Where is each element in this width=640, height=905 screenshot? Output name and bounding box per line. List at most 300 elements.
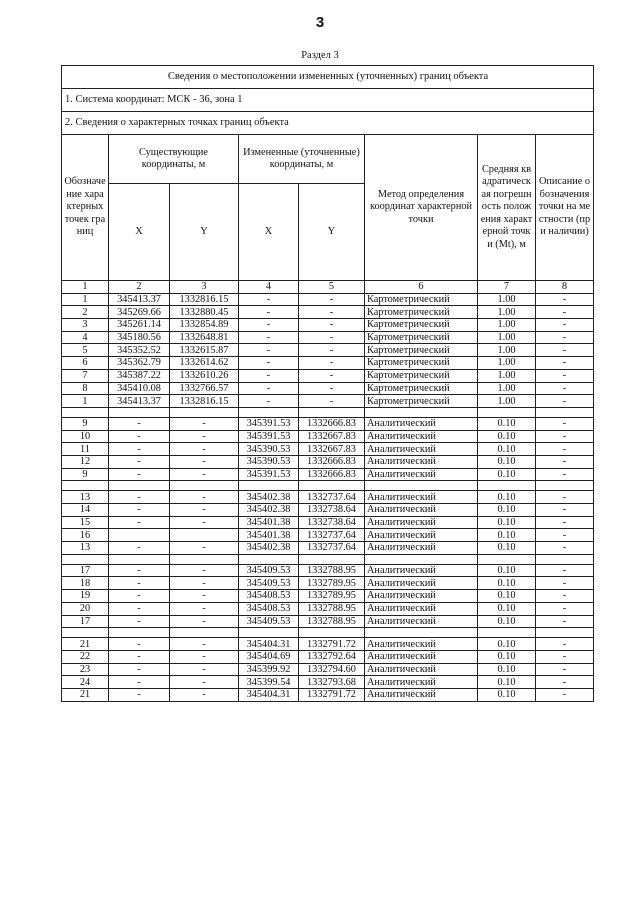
point-id-cell: 6 bbox=[62, 357, 109, 370]
empty-cell bbox=[109, 407, 170, 417]
table-row bbox=[62, 577, 594, 590]
column-number: 4 bbox=[239, 281, 299, 294]
changed-y-cell: 1332792.64 bbox=[299, 650, 365, 663]
empty-cell bbox=[62, 407, 109, 417]
point-id-cell: 12 bbox=[62, 455, 109, 468]
existing-y-cell: - bbox=[170, 504, 239, 517]
table-row bbox=[62, 491, 594, 504]
method-cell: Картометрический bbox=[365, 293, 478, 306]
table-row bbox=[62, 331, 594, 344]
changed-y-cell: 1332666.83 bbox=[299, 455, 365, 468]
mean-error-cell: 0.10 bbox=[478, 638, 536, 651]
existing-x-cell: - bbox=[109, 443, 170, 456]
table-row bbox=[62, 357, 594, 370]
changed-x-cell: - bbox=[239, 319, 299, 332]
method-cell: Аналитический bbox=[365, 688, 478, 701]
point-id-cell: 4 bbox=[62, 331, 109, 344]
method-cell: Картометрический bbox=[365, 395, 478, 408]
table-row bbox=[62, 676, 594, 689]
description-cell: - bbox=[536, 504, 594, 517]
changed-y-cell: 1332667.83 bbox=[299, 430, 365, 443]
mean-error-cell: 0.10 bbox=[478, 602, 536, 615]
table-row bbox=[62, 319, 594, 332]
changed-y-cell: - bbox=[299, 344, 365, 357]
empty-cell bbox=[239, 554, 299, 564]
changed-y-cell: 1332666.83 bbox=[299, 417, 365, 430]
existing-y-cell: - bbox=[170, 417, 239, 430]
changed-y-cell: 1332791.72 bbox=[299, 688, 365, 701]
changed-x-cell: 345409.53 bbox=[239, 615, 299, 628]
column-number-row bbox=[62, 281, 594, 294]
group-separator-row bbox=[62, 554, 594, 564]
header-existing-coords: Существующие координаты, м bbox=[109, 135, 239, 184]
existing-x-cell: 345261.14 bbox=[109, 319, 170, 332]
method-cell: Аналитический bbox=[365, 676, 478, 689]
existing-x-cell: - bbox=[109, 542, 170, 555]
changed-x-cell: 345390.53 bbox=[239, 443, 299, 456]
mean-error-cell: 0.10 bbox=[478, 491, 536, 504]
changed-y-cell: - bbox=[299, 357, 365, 370]
changed-x-cell: 345402.38 bbox=[239, 504, 299, 517]
empty-cell bbox=[478, 481, 536, 491]
mean-error-cell: 1.00 bbox=[478, 344, 536, 357]
existing-x-cell: - bbox=[109, 430, 170, 443]
method-cell: Аналитический bbox=[365, 443, 478, 456]
method-cell: Аналитический bbox=[365, 417, 478, 430]
description-cell: - bbox=[536, 688, 594, 701]
header-changed-x: X bbox=[239, 184, 299, 281]
description-cell: - bbox=[536, 293, 594, 306]
point-id-cell: 9 bbox=[62, 468, 109, 481]
mean-error-cell: 1.00 bbox=[478, 306, 536, 319]
description-cell: - bbox=[536, 615, 594, 628]
point-id-cell: 10 bbox=[62, 430, 109, 443]
existing-x-cell: 345362.79 bbox=[109, 357, 170, 370]
changed-y-cell: - bbox=[299, 382, 365, 395]
group-separator-row bbox=[62, 407, 594, 417]
changed-x-cell: 345391.53 bbox=[239, 430, 299, 443]
column-number: 2 bbox=[109, 281, 170, 294]
changed-y-cell: - bbox=[299, 306, 365, 319]
point-id-cell: 20 bbox=[62, 602, 109, 615]
empty-cell bbox=[299, 554, 365, 564]
method-cell: Аналитический bbox=[365, 663, 478, 676]
existing-y-cell: - bbox=[170, 638, 239, 651]
mean-error-cell: 0.10 bbox=[478, 430, 536, 443]
mean-error-cell: 0.10 bbox=[478, 529, 536, 542]
existing-x-cell: - bbox=[109, 504, 170, 517]
method-cell: Картометрический bbox=[365, 382, 478, 395]
empty-cell bbox=[62, 554, 109, 564]
changed-x-cell: - bbox=[239, 293, 299, 306]
existing-y-cell: 1332854.89 bbox=[170, 319, 239, 332]
description-cell: - bbox=[536, 638, 594, 651]
changed-x-cell: 345401.38 bbox=[239, 529, 299, 542]
header-mean-error: Средняя квадратическая погрешность положения характерной точки (Mt), м bbox=[478, 135, 536, 281]
empty-cell bbox=[239, 407, 299, 417]
method-cell: Картометрический bbox=[365, 319, 478, 332]
table-row bbox=[62, 516, 594, 529]
description-cell: - bbox=[536, 417, 594, 430]
description-cell: - bbox=[536, 577, 594, 590]
empty-cell bbox=[170, 628, 239, 638]
existing-x-cell: - bbox=[109, 638, 170, 651]
existing-y-cell: - bbox=[170, 650, 239, 663]
changed-x-cell: 345408.53 bbox=[239, 590, 299, 603]
method-cell: Аналитический bbox=[365, 638, 478, 651]
point-id-cell: 18 bbox=[62, 577, 109, 590]
table-row bbox=[62, 650, 594, 663]
point-id-cell: 1 bbox=[62, 293, 109, 306]
empty-cell bbox=[170, 407, 239, 417]
mean-error-cell: 0.10 bbox=[478, 615, 536, 628]
empty-cell bbox=[365, 628, 478, 638]
point-id-cell: 15 bbox=[62, 516, 109, 529]
description-cell: - bbox=[536, 491, 594, 504]
method-cell: Картометрический bbox=[365, 331, 478, 344]
changed-x-cell: - bbox=[239, 331, 299, 344]
description-cell: - bbox=[536, 382, 594, 395]
mean-error-cell: 0.10 bbox=[478, 417, 536, 430]
empty-cell bbox=[299, 481, 365, 491]
changed-x-cell: 345409.53 bbox=[239, 577, 299, 590]
changed-x-cell: - bbox=[239, 369, 299, 382]
changed-y-cell: 1332737.64 bbox=[299, 491, 365, 504]
point-id-cell: 17 bbox=[62, 564, 109, 577]
table-row bbox=[62, 504, 594, 517]
mean-error-cell: 0.10 bbox=[478, 542, 536, 555]
header-designation: Обозначение характерных точек границ bbox=[62, 135, 109, 281]
column-number: 6 bbox=[365, 281, 478, 294]
table-row bbox=[62, 590, 594, 603]
existing-x-cell: - bbox=[109, 615, 170, 628]
method-cell: Аналитический bbox=[365, 504, 478, 517]
method-cell: Аналитический bbox=[365, 529, 478, 542]
mean-error-cell: 0.10 bbox=[478, 663, 536, 676]
table-row bbox=[62, 468, 594, 481]
mean-error-cell: 0.10 bbox=[478, 468, 536, 481]
description-cell: - bbox=[536, 663, 594, 676]
existing-x-cell: - bbox=[109, 491, 170, 504]
method-cell: Картометрический bbox=[365, 306, 478, 319]
existing-x-cell: - bbox=[109, 468, 170, 481]
empty-cell bbox=[478, 628, 536, 638]
mean-error-cell: 1.00 bbox=[478, 382, 536, 395]
existing-y-cell: - bbox=[170, 542, 239, 555]
method-cell: Аналитический bbox=[365, 516, 478, 529]
empty-cell bbox=[170, 554, 239, 564]
existing-y-cell: 1332610.26 bbox=[170, 369, 239, 382]
empty-cell bbox=[299, 628, 365, 638]
table-row bbox=[62, 663, 594, 676]
boundary-points-table bbox=[61, 65, 594, 702]
table-row bbox=[62, 615, 594, 628]
method-cell: Аналитический bbox=[365, 615, 478, 628]
changed-x-cell: 345399.92 bbox=[239, 663, 299, 676]
existing-x-cell: - bbox=[109, 650, 170, 663]
page-number: 3 bbox=[315, 14, 325, 31]
changed-y-cell: - bbox=[299, 395, 365, 408]
changed-x-cell: - bbox=[239, 357, 299, 370]
table-title: Сведения о местоположении измененных (уточненных) границ объекта bbox=[62, 66, 594, 89]
method-cell: Аналитический bbox=[365, 577, 478, 590]
existing-y-cell: - bbox=[170, 688, 239, 701]
header-existing-y: Y bbox=[170, 184, 239, 281]
point-id-cell: 3 bbox=[62, 319, 109, 332]
group-separator-row bbox=[62, 628, 594, 638]
existing-x-cell: - bbox=[109, 688, 170, 701]
description-cell: - bbox=[536, 542, 594, 555]
method-cell: Картометрический bbox=[365, 357, 478, 370]
description-cell: - bbox=[536, 306, 594, 319]
changed-y-cell: 1332737.64 bbox=[299, 529, 365, 542]
changed-y-cell: 1332789.95 bbox=[299, 577, 365, 590]
existing-x-cell: 345413.37 bbox=[109, 395, 170, 408]
mean-error-cell: 0.10 bbox=[478, 688, 536, 701]
existing-x-cell: 345269.66 bbox=[109, 306, 170, 319]
table-row bbox=[62, 344, 594, 357]
point-id-cell: 8 bbox=[62, 382, 109, 395]
existing-x-cell: - bbox=[109, 590, 170, 603]
header-description: Описание обозначения точки на местности (при наличии) bbox=[536, 135, 594, 281]
empty-cell bbox=[365, 481, 478, 491]
existing-y-cell: - bbox=[170, 443, 239, 456]
empty-cell bbox=[478, 554, 536, 564]
changed-y-cell: 1332791.72 bbox=[299, 638, 365, 651]
description-cell: - bbox=[536, 369, 594, 382]
mean-error-cell: 1.00 bbox=[478, 357, 536, 370]
mean-error-cell: 1.00 bbox=[478, 369, 536, 382]
description-cell: - bbox=[536, 564, 594, 577]
existing-x-cell: - bbox=[109, 602, 170, 615]
table-row bbox=[62, 417, 594, 430]
table-row bbox=[62, 293, 594, 306]
changed-y-cell: 1332738.64 bbox=[299, 504, 365, 517]
existing-x-cell bbox=[109, 529, 170, 542]
method-cell: Аналитический bbox=[365, 468, 478, 481]
point-id-cell: 5 bbox=[62, 344, 109, 357]
changed-y-cell: - bbox=[299, 331, 365, 344]
mean-error-cell: 0.10 bbox=[478, 455, 536, 468]
existing-y-cell: - bbox=[170, 590, 239, 603]
table-row bbox=[62, 602, 594, 615]
group-separator-row bbox=[62, 481, 594, 491]
changed-x-cell: 345401.38 bbox=[239, 516, 299, 529]
description-cell: - bbox=[536, 676, 594, 689]
empty-cell bbox=[239, 481, 299, 491]
changed-y-cell: 1332789.95 bbox=[299, 590, 365, 603]
changed-y-cell: 1332666.83 bbox=[299, 468, 365, 481]
empty-cell bbox=[109, 481, 170, 491]
existing-y-cell bbox=[170, 529, 239, 542]
empty-cell bbox=[536, 481, 594, 491]
point-id-cell: 13 bbox=[62, 542, 109, 555]
description-cell: - bbox=[536, 319, 594, 332]
changed-x-cell: 345409.53 bbox=[239, 564, 299, 577]
description-cell: - bbox=[536, 331, 594, 344]
point-id-cell: 11 bbox=[62, 443, 109, 456]
description-cell: - bbox=[536, 516, 594, 529]
method-cell: Аналитический bbox=[365, 650, 478, 663]
existing-y-cell: - bbox=[170, 577, 239, 590]
existing-y-cell: - bbox=[170, 430, 239, 443]
mean-error-cell: 0.10 bbox=[478, 676, 536, 689]
mean-error-cell: 0.10 bbox=[478, 650, 536, 663]
changed-x-cell: - bbox=[239, 306, 299, 319]
table-row bbox=[62, 382, 594, 395]
changed-y-cell: - bbox=[299, 319, 365, 332]
changed-y-cell: - bbox=[299, 293, 365, 306]
changed-y-cell: 1332788.95 bbox=[299, 602, 365, 615]
table-row bbox=[62, 395, 594, 408]
point-id-cell: 19 bbox=[62, 590, 109, 603]
existing-y-cell: - bbox=[170, 491, 239, 504]
point-id-cell: 7 bbox=[62, 369, 109, 382]
table-row bbox=[62, 455, 594, 468]
method-cell: Аналитический bbox=[365, 564, 478, 577]
empty-cell bbox=[109, 554, 170, 564]
description-cell: - bbox=[536, 602, 594, 615]
header-changed-y: Y bbox=[299, 184, 365, 281]
description-cell: - bbox=[536, 468, 594, 481]
empty-cell bbox=[536, 628, 594, 638]
changed-x-cell: - bbox=[239, 382, 299, 395]
point-id-cell: 21 bbox=[62, 688, 109, 701]
mean-error-cell: 0.10 bbox=[478, 590, 536, 603]
empty-cell bbox=[365, 554, 478, 564]
changed-x-cell: 345391.53 bbox=[239, 468, 299, 481]
point-id-cell: 17 bbox=[62, 615, 109, 628]
existing-x-cell: 345410.08 bbox=[109, 382, 170, 395]
changed-x-cell: 345402.38 bbox=[239, 542, 299, 555]
existing-y-cell: - bbox=[170, 468, 239, 481]
method-cell: Аналитический bbox=[365, 590, 478, 603]
changed-x-cell: 345404.31 bbox=[239, 688, 299, 701]
changed-y-cell: 1332667.83 bbox=[299, 443, 365, 456]
description-cell: - bbox=[536, 430, 594, 443]
changed-x-cell: 345390.53 bbox=[239, 455, 299, 468]
header-changed-coords: Измененные (уточненные) координаты, м bbox=[239, 135, 365, 184]
existing-x-cell: - bbox=[109, 676, 170, 689]
point-id-cell: 13 bbox=[62, 491, 109, 504]
changed-y-cell: - bbox=[299, 369, 365, 382]
point-id-cell: 14 bbox=[62, 504, 109, 517]
changed-x-cell: - bbox=[239, 395, 299, 408]
description-cell: - bbox=[536, 344, 594, 357]
mean-error-cell: 1.00 bbox=[478, 331, 536, 344]
table-row bbox=[62, 688, 594, 701]
changed-x-cell: 345402.38 bbox=[239, 491, 299, 504]
method-cell: Картометрический bbox=[365, 344, 478, 357]
points-section-title: 2. Сведения о характерных точках границ объекта bbox=[62, 112, 594, 135]
empty-cell bbox=[536, 407, 594, 417]
changed-y-cell: 1332738.64 bbox=[299, 516, 365, 529]
description-cell: - bbox=[536, 650, 594, 663]
existing-x-cell: - bbox=[109, 577, 170, 590]
empty-cell bbox=[109, 628, 170, 638]
existing-y-cell: - bbox=[170, 663, 239, 676]
table-row bbox=[62, 306, 594, 319]
method-cell: Аналитический bbox=[365, 491, 478, 504]
existing-y-cell: 1332648.81 bbox=[170, 331, 239, 344]
empty-cell bbox=[62, 628, 109, 638]
description-cell: - bbox=[536, 529, 594, 542]
table-row bbox=[62, 430, 594, 443]
mean-error-cell: 0.10 bbox=[478, 564, 536, 577]
point-id-cell: 22 bbox=[62, 650, 109, 663]
table-row bbox=[62, 638, 594, 651]
changed-x-cell: 345408.53 bbox=[239, 602, 299, 615]
section-title: Раздел 3 bbox=[301, 50, 339, 61]
mean-error-cell: 0.10 bbox=[478, 516, 536, 529]
empty-cell bbox=[62, 481, 109, 491]
existing-y-cell: 1332816.15 bbox=[170, 395, 239, 408]
header-existing-x: X bbox=[109, 184, 170, 281]
existing-x-cell: - bbox=[109, 417, 170, 430]
existing-y-cell: 1332615.87 bbox=[170, 344, 239, 357]
method-cell: Аналитический bbox=[365, 542, 478, 555]
existing-x-cell: 345413.37 bbox=[109, 293, 170, 306]
existing-x-cell: 345180.56 bbox=[109, 331, 170, 344]
column-number: 8 bbox=[536, 281, 594, 294]
changed-y-cell: 1332737.64 bbox=[299, 542, 365, 555]
description-cell: - bbox=[536, 455, 594, 468]
description-cell: - bbox=[536, 395, 594, 408]
empty-cell bbox=[478, 407, 536, 417]
mean-error-cell: 0.10 bbox=[478, 443, 536, 456]
existing-x-cell: - bbox=[109, 663, 170, 676]
header-method: Метод определения координат характерной точки bbox=[365, 135, 478, 281]
existing-y-cell: 1332816.15 bbox=[170, 293, 239, 306]
mean-error-cell: 1.00 bbox=[478, 293, 536, 306]
changed-x-cell: 345399.54 bbox=[239, 676, 299, 689]
table-row bbox=[62, 542, 594, 555]
existing-x-cell: - bbox=[109, 516, 170, 529]
existing-y-cell: 1332766.57 bbox=[170, 382, 239, 395]
empty-cell bbox=[170, 481, 239, 491]
changed-y-cell: 1332788.95 bbox=[299, 615, 365, 628]
point-id-cell: 1 bbox=[62, 395, 109, 408]
description-cell: - bbox=[536, 357, 594, 370]
column-number: 1 bbox=[62, 281, 109, 294]
empty-cell bbox=[239, 628, 299, 638]
empty-cell bbox=[365, 407, 478, 417]
column-number: 5 bbox=[299, 281, 365, 294]
point-id-cell: 16 bbox=[62, 529, 109, 542]
point-id-cell: 9 bbox=[62, 417, 109, 430]
existing-x-cell: - bbox=[109, 564, 170, 577]
point-id-cell: 2 bbox=[62, 306, 109, 319]
changed-x-cell: 345404.69 bbox=[239, 650, 299, 663]
existing-x-cell: - bbox=[109, 455, 170, 468]
existing-y-cell: - bbox=[170, 564, 239, 577]
empty-cell bbox=[299, 407, 365, 417]
existing-y-cell: - bbox=[170, 602, 239, 615]
changed-x-cell: - bbox=[239, 344, 299, 357]
empty-cell bbox=[536, 554, 594, 564]
method-cell: Картометрический bbox=[365, 369, 478, 382]
mean-error-cell: 0.10 bbox=[478, 504, 536, 517]
existing-y-cell: - bbox=[170, 455, 239, 468]
existing-y-cell: 1332880.45 bbox=[170, 306, 239, 319]
mean-error-cell: 1.00 bbox=[478, 395, 536, 408]
changed-x-cell: 345391.53 bbox=[239, 417, 299, 430]
method-cell: Аналитический bbox=[365, 455, 478, 468]
description-cell: - bbox=[536, 443, 594, 456]
changed-y-cell: 1332794.60 bbox=[299, 663, 365, 676]
method-cell: Аналитический bbox=[365, 602, 478, 615]
table-row bbox=[62, 564, 594, 577]
